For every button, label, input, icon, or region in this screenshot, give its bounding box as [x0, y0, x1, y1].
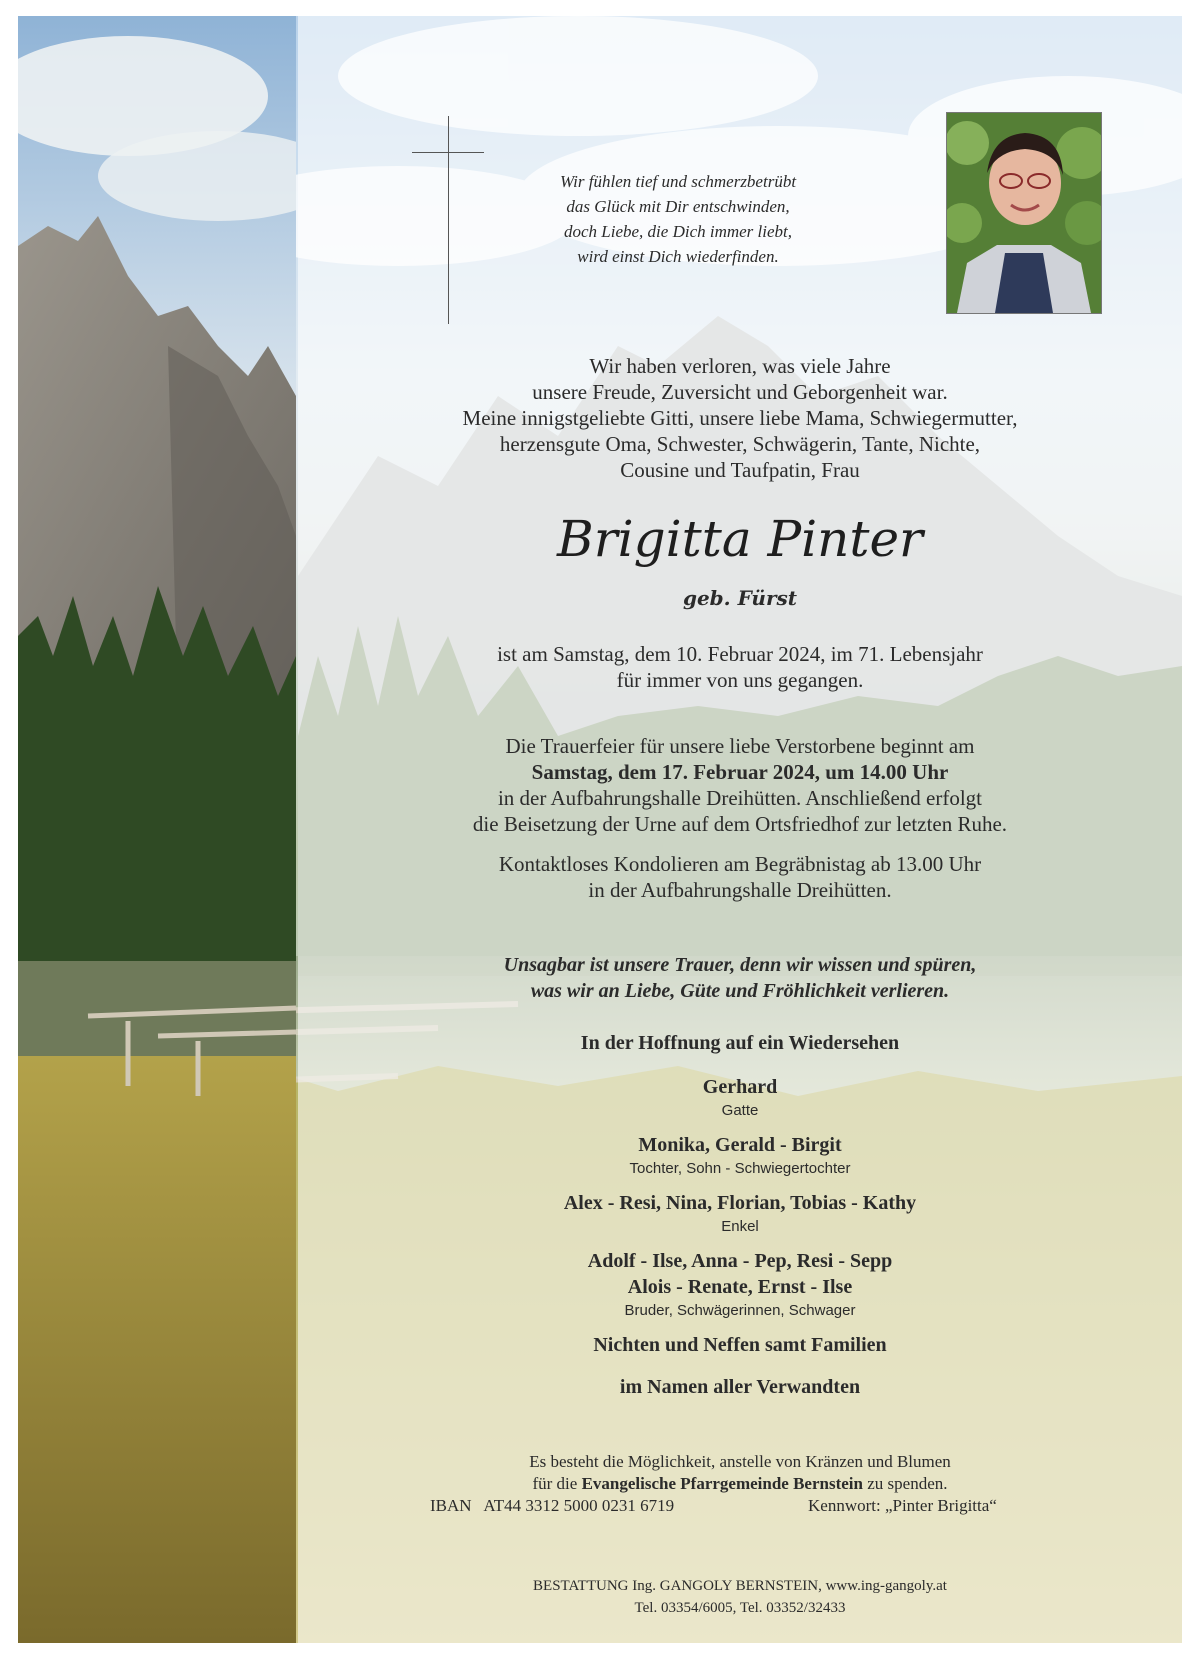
donation-org-line: [298, 1474, 1182, 1494]
grandchildren-role: Enkel: [721, 1218, 759, 1235]
obituary-content: [18, 16, 1182, 1643]
maiden-name: geb. Fürst: [682, 586, 798, 610]
intro-line: Meine innigstgeliebte Gitti, unsere liebe Mama, Schwiegermutter,: [462, 406, 1018, 430]
death-line: für immer von uns gegangen.: [616, 668, 864, 692]
cross-icon-bar: [412, 152, 484, 153]
intro-line: herzensgute Oma, Schwester, Schwägerin, Tante, Nichte,: [499, 432, 981, 456]
quote-line: was wir an Liebe, Güte und Fröhlichkeit verlieren.: [530, 980, 950, 1002]
donation-org: Evangelische Pfarrgemeinde Bernstein: [581, 1474, 863, 1493]
donation-keyword: Kennwort: „Pinter Brigitta“: [808, 1496, 997, 1515]
ceremony-location: in der Aufbahrungshalle Dreihütten. Anschließend erfolgt: [497, 786, 983, 810]
donation-suffix: zu spenden.: [862, 1474, 948, 1493]
funeral-home-line: BESTATTUNG Ing. GANGOLY BERNSTEIN, www.ing-gangoly.at: [533, 1578, 947, 1594]
intro-line: unsere Freude, Zuversicht und Geborgenheit war.: [532, 380, 948, 404]
husband-role: Gatte: [721, 1102, 759, 1119]
condolence-line: in der Aufbahrungshalle Dreihütten.: [588, 878, 892, 902]
poem-line: doch Liebe, die Dich immer liebt,: [563, 222, 793, 241]
portrait-photo: [946, 112, 1102, 314]
siblings-names: Adolf - Ilse, Anna - Pep, Resi - Sepp: [587, 1250, 893, 1272]
quote-line: Unsagbar ist unsere Trauer, denn wir wissen und spüren,: [503, 954, 977, 976]
husband-name: Gerhard: [702, 1076, 778, 1098]
donation-line: Es besteht die Möglichkeit, anstelle von Kränzen und Blumen: [529, 1452, 951, 1471]
ceremony-date: Samstag, dem 17. Februar 2024, um 14.00 Uhr: [531, 760, 949, 784]
donation-prefix: für die: [532, 1474, 582, 1493]
siblings-role: Bruder, Schwägerinnen, Schwager: [624, 1302, 856, 1319]
condolence-line: Kontaktloses Kondolieren am Begräbnistag ab 13.00 Uhr: [498, 852, 982, 876]
obituary-card: [18, 16, 1182, 1643]
ceremony-burial: die Beisetzung der Urne auf dem Ortsfriedhof zur letzten Ruhe.: [472, 812, 1008, 836]
nieces-line: Nichten und Neffen samt Familien: [593, 1334, 887, 1356]
ceremony-intro: Die Trauerfeier für unsere liebe Verstorbene beginnt am: [505, 734, 975, 758]
deceased-name: Brigitta Pinter: [557, 510, 923, 568]
poem-line: das Glück mit Dir entschwinden,: [566, 197, 790, 216]
relatives-line: im Namen aller Verwandten: [619, 1376, 861, 1398]
hope-line: In der Hoffnung auf ein Wiedersehen: [580, 1032, 900, 1054]
intro-line: Wir haben verloren, was viele Jahre: [589, 354, 891, 378]
donation-iban: IBAN AT44 3312 5000 0231 6719: [430, 1496, 675, 1515]
death-line: ist am Samstag, dem 10. Februar 2024, im 71. Lebensjahr: [497, 642, 983, 666]
poem-line: wird einst Dich wiederfinden.: [577, 247, 779, 266]
children-role: Tochter, Sohn - Schwiegertochter: [629, 1160, 851, 1177]
siblings-names: Alois - Renate, Ernst - Ilse: [627, 1276, 853, 1298]
funeral-home-phone: Tel. 03354/6005, Tel. 03352/32433: [634, 1600, 846, 1616]
children-names: Monika, Gerald - Birgit: [638, 1134, 842, 1156]
intro-line: Cousine und Taufpatin, Frau: [620, 458, 860, 482]
grandchildren-names: Alex - Resi, Nina, Florian, Tobias - Kathy: [563, 1192, 917, 1214]
cross-icon: [448, 116, 449, 324]
poem-line: Wir fühlen tief und schmerzbetrübt: [559, 172, 797, 191]
